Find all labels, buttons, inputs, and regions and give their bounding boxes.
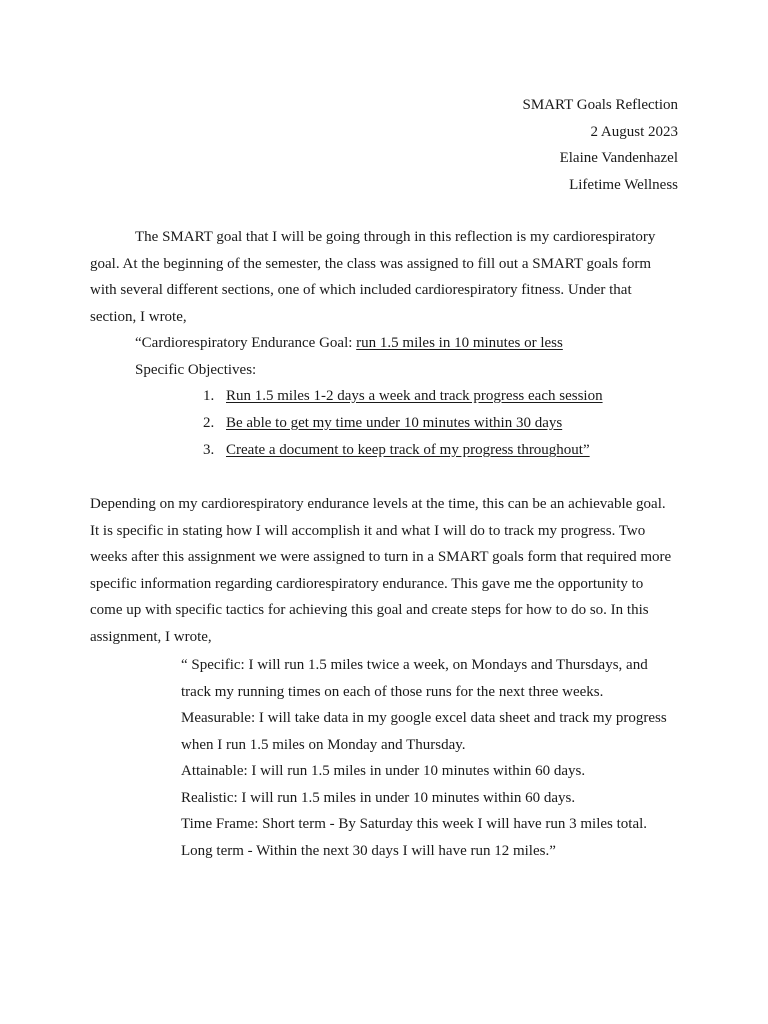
- document-date: 2 August 2023: [590, 123, 678, 140]
- paragraph-line: specific information regarding cardiorespiratory endurance. This gave me the opportunity to: [90, 575, 644, 592]
- list-text: Run 1.5 miles 1-2 days a week and track progress each session: [226, 388, 603, 404]
- paragraph-line: with several different sections, one of which included cardiorespiratory fitness. Under that: [90, 282, 632, 298]
- paragraph-line: Depending on my cardiorespiratory endurance levels at the time, this can be an achievable goal.: [90, 496, 666, 512]
- objectives-label: Specific Objectives:: [135, 361, 257, 378]
- goal-quote: [90, 330, 680, 383]
- smart-form-quote: [181, 652, 667, 864]
- paragraph-line: It is specific in stating how I will accomplish it and what I will do to track my progress. Two: [90, 522, 646, 539]
- list-item: [203, 437, 603, 464]
- paragraph-line: The SMART goal that I will be going through in this reflection is my cardiorespiratory: [135, 229, 656, 245]
- quote-line: Attainable: I will run 1.5 miles in under 10 minutes within 60 days.: [181, 763, 586, 779]
- paragraph-line: section, I wrote,: [90, 308, 187, 325]
- list-number: 3.: [203, 442, 215, 458]
- list-number: 2.: [203, 415, 215, 431]
- list-item: [203, 383, 603, 410]
- paragraph-line: assignment, I wrote,: [90, 628, 212, 645]
- document-title: SMART Goals Reflection: [522, 97, 678, 113]
- quote-line: track my running times on each of those runs for the next three weeks.: [181, 683, 604, 700]
- list-text: Be able to get my time under 10 minutes within 30 days: [226, 415, 563, 431]
- goal-value: run 1.5 miles in 10 minutes or less: [356, 335, 563, 351]
- quote-line: when I run 1.5 miles on Monday and Thursday.: [181, 736, 466, 753]
- paragraph-line: weeks after this assignment we were assigned to turn in a SMART goals form that required more: [90, 549, 672, 565]
- quote-line: Time Frame: Short term - By Saturday this week I will have run 3 miles total.: [181, 816, 648, 832]
- paragraph-line: goal. At the beginning of the semester, the class was assigned to fill out a SMART goals form: [90, 255, 652, 272]
- author-name: Elaine Vandenhazel: [559, 150, 678, 166]
- paragraph-line: come up with specific tactics for achieving this goal and create steps for how to do so. In this: [90, 602, 649, 618]
- intro-paragraph: [90, 224, 680, 330]
- document-header: [523, 92, 678, 198]
- analysis-paragraph: [90, 491, 680, 650]
- goal-label: “Cardiorespiratory Endurance Goal:: [135, 335, 353, 351]
- course-name: Lifetime Wellness: [569, 176, 678, 193]
- quote-line: Long term - Within the next 30 days I will have run 12 miles.”: [181, 842, 556, 859]
- quote-line: Realistic: I will run 1.5 miles in under 10 minutes within 60 days.: [181, 789, 576, 806]
- quote-line: Measurable: I will take data in my google excel data sheet and track my progress: [181, 710, 667, 726]
- list-text: Create a document to keep track of my progress throughout”: [226, 442, 590, 458]
- goal-line: [90, 330, 680, 357]
- list-item: [203, 410, 603, 437]
- objectives-list: [203, 383, 603, 464]
- quote-line: “ Specific: I will run 1.5 miles twice a week, on Mondays and Thursdays, and: [181, 657, 648, 673]
- list-number: 1.: [203, 388, 215, 404]
